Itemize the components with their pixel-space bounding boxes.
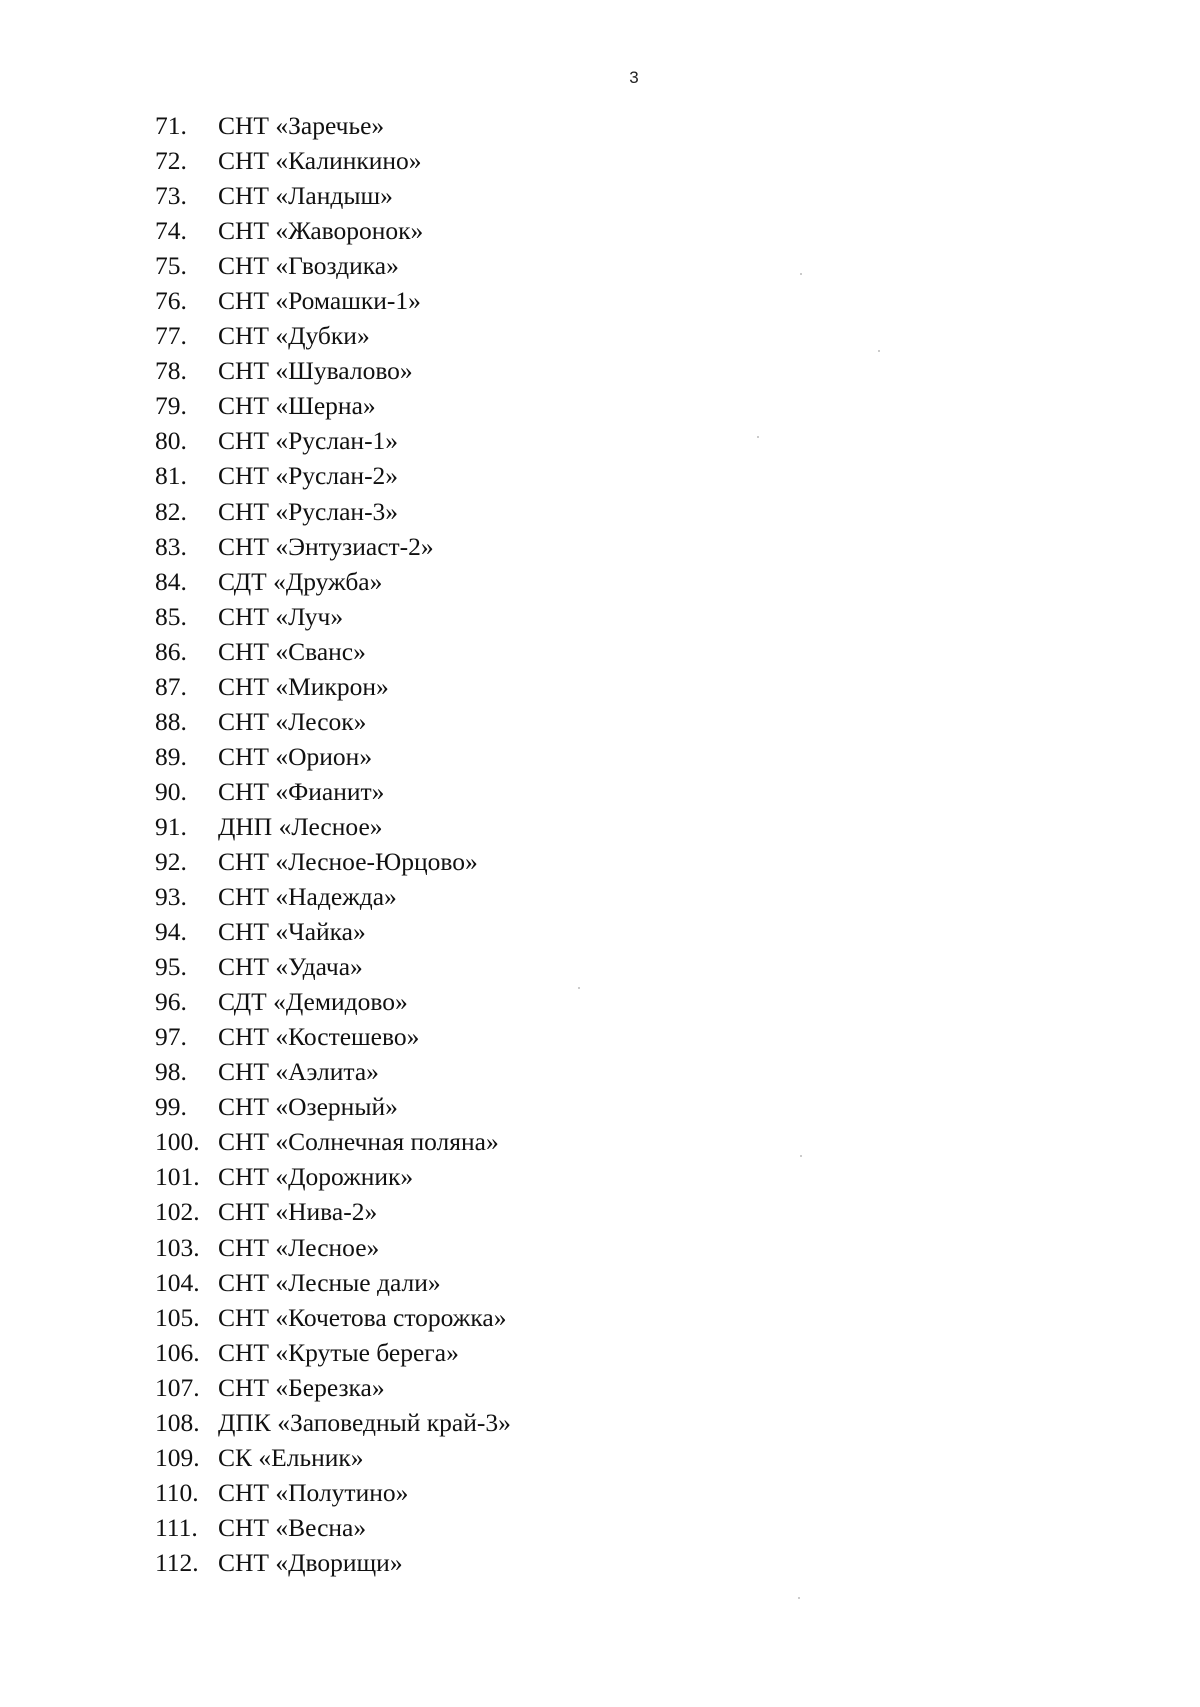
item-name: СНТ «Чайка» — [218, 917, 366, 947]
item-number: 109. — [155, 1442, 200, 1472]
item-number: 98. — [155, 1057, 187, 1087]
item-number: 106. — [155, 1337, 200, 1367]
list-item — [155, 1194, 511, 1229]
item-number: 88. — [155, 706, 187, 736]
item-number: 89. — [155, 741, 187, 771]
item-number: 94. — [155, 917, 187, 947]
item-number: 87. — [155, 671, 187, 701]
item-number: 71. — [155, 111, 187, 140]
item-name: СДТ «Дружба» — [218, 566, 383, 596]
item-name: СНТ «Руслан-2» — [218, 461, 399, 491]
list-item — [155, 1475, 511, 1510]
list-item — [155, 809, 511, 844]
item-name: СНТ «Удача» — [218, 952, 363, 982]
item-number: 85. — [155, 601, 187, 631]
item-number: 95. — [155, 952, 187, 982]
item-name: СНТ «Озерный» — [218, 1092, 398, 1122]
list-item — [155, 1300, 511, 1335]
item-name: СНТ «Дубки» — [218, 321, 370, 351]
list-item — [155, 388, 511, 423]
list-item — [155, 704, 511, 739]
scan-speck — [578, 987, 580, 989]
list-item — [155, 1440, 511, 1475]
item-number: 79. — [155, 391, 187, 421]
item-name: СНТ «Энтузиаст-2» — [218, 531, 434, 561]
item-name: СНТ «Солнечная поляна» — [218, 1127, 499, 1157]
item-number: 80. — [155, 426, 187, 456]
item-name: СНТ «Дорожник» — [218, 1162, 414, 1192]
item-number: 76. — [155, 286, 187, 316]
item-name: СНТ «Ромашки-1» — [218, 286, 421, 316]
item-number: 75. — [155, 251, 187, 281]
item-name: СНТ «Полутино» — [218, 1477, 409, 1507]
list-item — [155, 739, 511, 774]
item-name: СНТ «Шувалово» — [218, 356, 413, 386]
item-name: СНТ «Кочетова сторожка» — [218, 1302, 507, 1332]
list-item — [155, 318, 511, 353]
item-number: 73. — [155, 181, 187, 211]
list-item — [155, 494, 511, 529]
item-number: 74. — [155, 216, 187, 246]
item-name: СНТ «Калинкино» — [218, 146, 422, 176]
item-name: СНТ «Лесное-Юрцово» — [218, 846, 478, 876]
list-item — [155, 634, 511, 669]
item-number: 108. — [155, 1407, 200, 1437]
item-name: СНТ «Луч» — [218, 601, 344, 631]
list-item — [155, 1335, 511, 1370]
list-item — [155, 529, 511, 564]
item-number: 99. — [155, 1092, 187, 1122]
list-item — [155, 458, 511, 493]
list-item — [155, 1370, 511, 1405]
item-number: 101. — [155, 1162, 200, 1192]
item-number: 91. — [155, 811, 187, 841]
item-number: 97. — [155, 1022, 187, 1052]
list-item — [155, 1019, 511, 1054]
item-name: СК «Ельник» — [218, 1442, 364, 1472]
item-number: 92. — [155, 846, 187, 876]
list-item — [155, 423, 511, 458]
item-name: СНТ «Весна» — [218, 1512, 367, 1542]
item-name: ДПК «Заповедный край-3» — [218, 1407, 511, 1437]
list-item — [155, 108, 511, 143]
scan-speck — [878, 350, 880, 352]
item-name: СНТ «Лесок» — [218, 706, 367, 736]
list-item — [155, 248, 511, 283]
item-name: СНТ «Заречье» — [218, 111, 385, 140]
item-number: 90. — [155, 776, 187, 806]
list-item — [155, 213, 511, 248]
item-name: СНТ «Березка» — [218, 1372, 385, 1402]
item-name: СНТ «Жаворонок» — [218, 216, 424, 246]
scan-speck — [798, 1597, 800, 1599]
item-name: СНТ «Фианит» — [218, 776, 385, 806]
item-number: 72. — [155, 146, 187, 176]
item-name: СНТ «Ландыш» — [218, 181, 393, 211]
item-name: СНТ «Нива-2» — [218, 1197, 378, 1227]
item-number: 111. — [155, 1512, 198, 1542]
item-number: 103. — [155, 1232, 200, 1262]
list-item — [155, 1054, 511, 1089]
item-number: 105. — [155, 1302, 200, 1332]
list-item — [155, 143, 511, 178]
item-name: ДНП «Лесное» — [218, 811, 383, 841]
list-item — [155, 914, 511, 949]
list-item — [155, 1265, 511, 1300]
item-number: 77. — [155, 321, 187, 351]
list-item — [155, 1159, 511, 1194]
organization-list — [155, 108, 511, 1580]
list-item — [155, 879, 511, 914]
item-name: СНТ «Костешево» — [218, 1022, 420, 1052]
scan-speck — [800, 273, 802, 275]
list-item — [155, 353, 511, 388]
item-name: СНТ «Сванс» — [218, 636, 366, 666]
item-number: 86. — [155, 636, 187, 666]
item-number: 100. — [155, 1127, 200, 1157]
list-item — [155, 844, 511, 879]
list-item — [155, 949, 511, 984]
item-number: 107. — [155, 1372, 200, 1402]
item-number: 104. — [155, 1267, 200, 1297]
item-name: СНТ «Гвоздика» — [218, 251, 399, 281]
item-name: СНТ «Руслан-1» — [218, 426, 399, 456]
list-item — [155, 774, 511, 809]
item-name: СНТ «Аэлита» — [218, 1057, 379, 1087]
item-number: 82. — [155, 496, 187, 526]
item-number: 81. — [155, 461, 187, 491]
item-name: СНТ «Орион» — [218, 741, 373, 771]
list-item — [155, 564, 511, 599]
list-item — [155, 1124, 511, 1159]
item-name: СНТ «Шерна» — [218, 391, 376, 421]
list-item — [155, 1230, 511, 1265]
item-name: СНТ «Микрон» — [218, 671, 389, 701]
list-item — [155, 669, 511, 704]
item-name: СНТ «Лесные дали» — [218, 1267, 441, 1297]
item-number: 78. — [155, 356, 187, 386]
list-item — [155, 1405, 511, 1440]
item-number: 84. — [155, 566, 187, 596]
item-number: 83. — [155, 531, 187, 561]
item-name: СНТ «Дворищи» — [218, 1547, 403, 1577]
list-item — [155, 178, 511, 213]
list-item — [155, 283, 511, 318]
item-name: СНТ «Крутые берега» — [218, 1337, 459, 1367]
list-item — [155, 1510, 511, 1545]
item-name: СНТ «Надежда» — [218, 882, 397, 912]
item-number: 112. — [155, 1547, 199, 1577]
item-number: 102. — [155, 1197, 200, 1227]
page-number: 3 — [629, 68, 639, 87]
item-name: СНТ «Лесное» — [218, 1232, 380, 1262]
item-number: 93. — [155, 882, 187, 912]
list-item — [155, 984, 511, 1019]
item-name: СДТ «Демидово» — [218, 987, 408, 1017]
scan-speck — [800, 1155, 802, 1157]
item-number: 96. — [155, 987, 187, 1017]
list-item — [155, 1545, 511, 1580]
item-number: 110. — [155, 1477, 199, 1507]
scan-speck — [757, 436, 759, 438]
list-item — [155, 1089, 511, 1124]
item-name: СНТ «Руслан-3» — [218, 496, 399, 526]
list-item — [155, 599, 511, 634]
